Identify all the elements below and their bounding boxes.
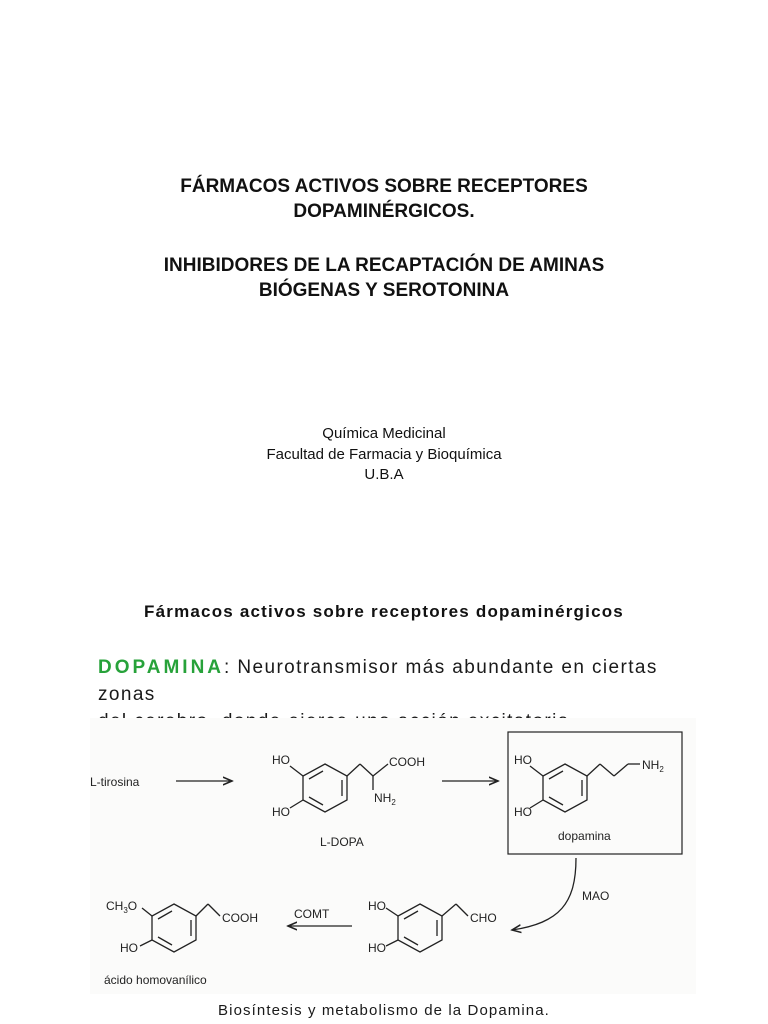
biosynthesis-scheme — [90, 718, 696, 994]
mao-label: MAO — [582, 889, 610, 903]
dopamine-ho-bottom: HO — [514, 805, 532, 819]
figure-caption: Biosíntesis y metabolismo de la Dopamina. — [218, 1002, 550, 1019]
ldopa-nh2 — [374, 791, 396, 807]
homovanillic-label: ácido homovanílico — [104, 973, 207, 987]
dopamine-ho-top: HO — [514, 753, 532, 767]
homovanillic-structure — [104, 899, 258, 987]
ltirosina-label: L-tirosina — [90, 775, 140, 789]
dopamine-nh2 — [642, 758, 664, 774]
faculty-name: Facultad de Farmacia y Bioquímica — [266, 445, 502, 463]
dopamine-nh: NH — [642, 758, 660, 772]
aldehyde-structure — [368, 899, 497, 955]
aldehyde-ho-top: HO — [368, 899, 386, 913]
main-title-line2: DOPAMINÉRGICOS. — [293, 201, 475, 222]
dopamine-box — [508, 732, 682, 854]
main-title — [84, 174, 684, 224]
credits — [184, 424, 584, 486]
ldopa-nh-subscript: 2 — [391, 798, 396, 807]
homovanillic-ho: HO — [120, 941, 138, 955]
ldopa-ho-top: HO — [272, 753, 290, 767]
course-name: Química Medicinal — [322, 425, 446, 442]
ldopa-ho-bottom: HO — [272, 805, 290, 819]
ldopa-nh: NH — [374, 791, 392, 805]
slide-title: Fármacos activos sobre receptores dopaminérgicos — [144, 602, 624, 621]
subtitle-line1: INHIBIDORES DE LA RECAPTACIÓN DE AMINAS — [163, 255, 605, 276]
homovanillic-o: O — [127, 899, 138, 913]
subtitle — [84, 253, 684, 303]
dopamine-label: dopamina — [558, 829, 611, 843]
university-name: U.B.A — [364, 466, 404, 483]
aldehyde-ho-bottom: HO — [368, 941, 386, 955]
aldehyde-cho: CHO — [470, 911, 497, 925]
mao-arrow — [512, 858, 576, 930]
homovanillic-ch-subscript: 3 — [123, 906, 128, 915]
homovanillic-ch3o — [106, 899, 137, 915]
ldopa-structure — [272, 753, 425, 849]
subtitle-line2: BIÓGENAS Y SEROTONINA — [258, 280, 510, 301]
ldopa-cooh: COOH — [389, 755, 425, 769]
ldopa-label: L-DOPA — [320, 835, 364, 849]
dopamine-nh-subscript: 2 — [659, 765, 664, 774]
comt-label: COMT — [294, 907, 330, 921]
homovanillic-ch: CH — [106, 899, 124, 913]
description-line1: : Neurotransmisor más abundante en ciertas zonas — [98, 657, 658, 705]
homovanillic-cooh: COOH — [222, 911, 258, 925]
main-title-line1: FÁRMACOS ACTIVOS SOBRE RECEPTORES — [180, 176, 588, 197]
dopamine-keyword: DOPAMINA — [98, 657, 225, 678]
